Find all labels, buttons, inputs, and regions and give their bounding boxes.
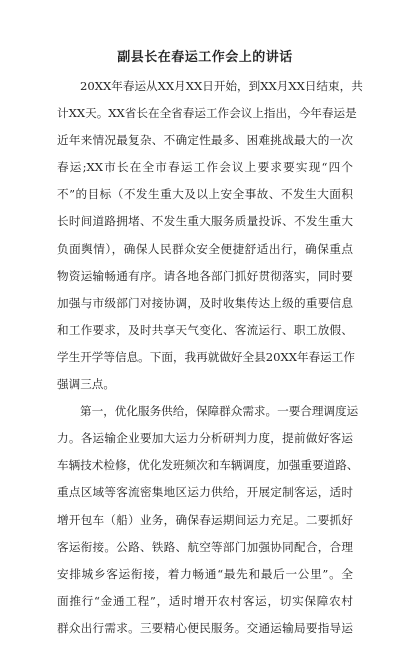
body-line: 近年来情况最复杂、不确定性最多、困难挑战最大的一次 bbox=[57, 133, 353, 148]
body-line: 长时间道路拥堵、不发生重大服务质量投诉、不发生重大 bbox=[57, 214, 353, 229]
body-line: 不”的目标（不发生重大及以上安全事故、不发生大面积 bbox=[57, 187, 353, 202]
body-line: 车辆技术检修，优化发班频次和车辆调度，加强重要道路、 bbox=[57, 458, 359, 473]
document-title: 副县长在春运工作会上的讲话 bbox=[117, 50, 293, 65]
body-line: 安排城乡客运衔接，着力畅通“最先和最后一公里”。全 bbox=[57, 566, 353, 581]
body-line: 力。各运输企业要加大运力分析研判力度，提前做好客运 bbox=[57, 431, 353, 446]
body-line: 第一，优化服务供给，保障群众需求。一要合理调度运 bbox=[80, 404, 359, 419]
body-line: 负面舆情），确保人民群众安全便捷舒适出行，确保重点 bbox=[57, 241, 353, 256]
body-line: 增开包车（船）业务，确保春运期间运力充足。二要抓好 bbox=[57, 512, 353, 527]
document-body bbox=[57, 77, 363, 646]
body-line: 面推行“金通工程”，适时增开农村客运，切实保障农村 bbox=[57, 593, 353, 608]
body-line: 计XX天。XX省长在全省春运工作会议上指出，今年春运是 bbox=[57, 106, 357, 121]
body-line: 物资运输畅通有序。请各地各部门抓好贯彻落实，同时要 bbox=[57, 268, 353, 283]
body-line: 加强与市级部门对接协调，及时收集传达上级的重要信息 bbox=[57, 295, 353, 310]
body-line: 春运;XX市长在全市春运工作会议上要求要实现“四个 bbox=[57, 160, 353, 175]
body-line: 学生开学等信息。下面，我再就做好全县20XX年春运工作 bbox=[57, 349, 355, 364]
body-line: 20XX年春运从XX月XX日开始，到XX月XX日结束，共 bbox=[80, 79, 363, 93]
body-line: 群众出行需求。三要精心便民服务。交通运输局要指导运 bbox=[57, 620, 353, 635]
body-line: 强调三点。 bbox=[57, 377, 115, 392]
body-line: 重点区域等客流密集地区运力供给，开展定制客运，适时 bbox=[57, 485, 353, 500]
body-line: 客运衔接。公路、铁路、航空等部门加强协同配合，合理 bbox=[57, 539, 353, 554]
body-line: 和工作要求，及时共享天气变化、客流运行、职工放假、 bbox=[57, 322, 353, 337]
